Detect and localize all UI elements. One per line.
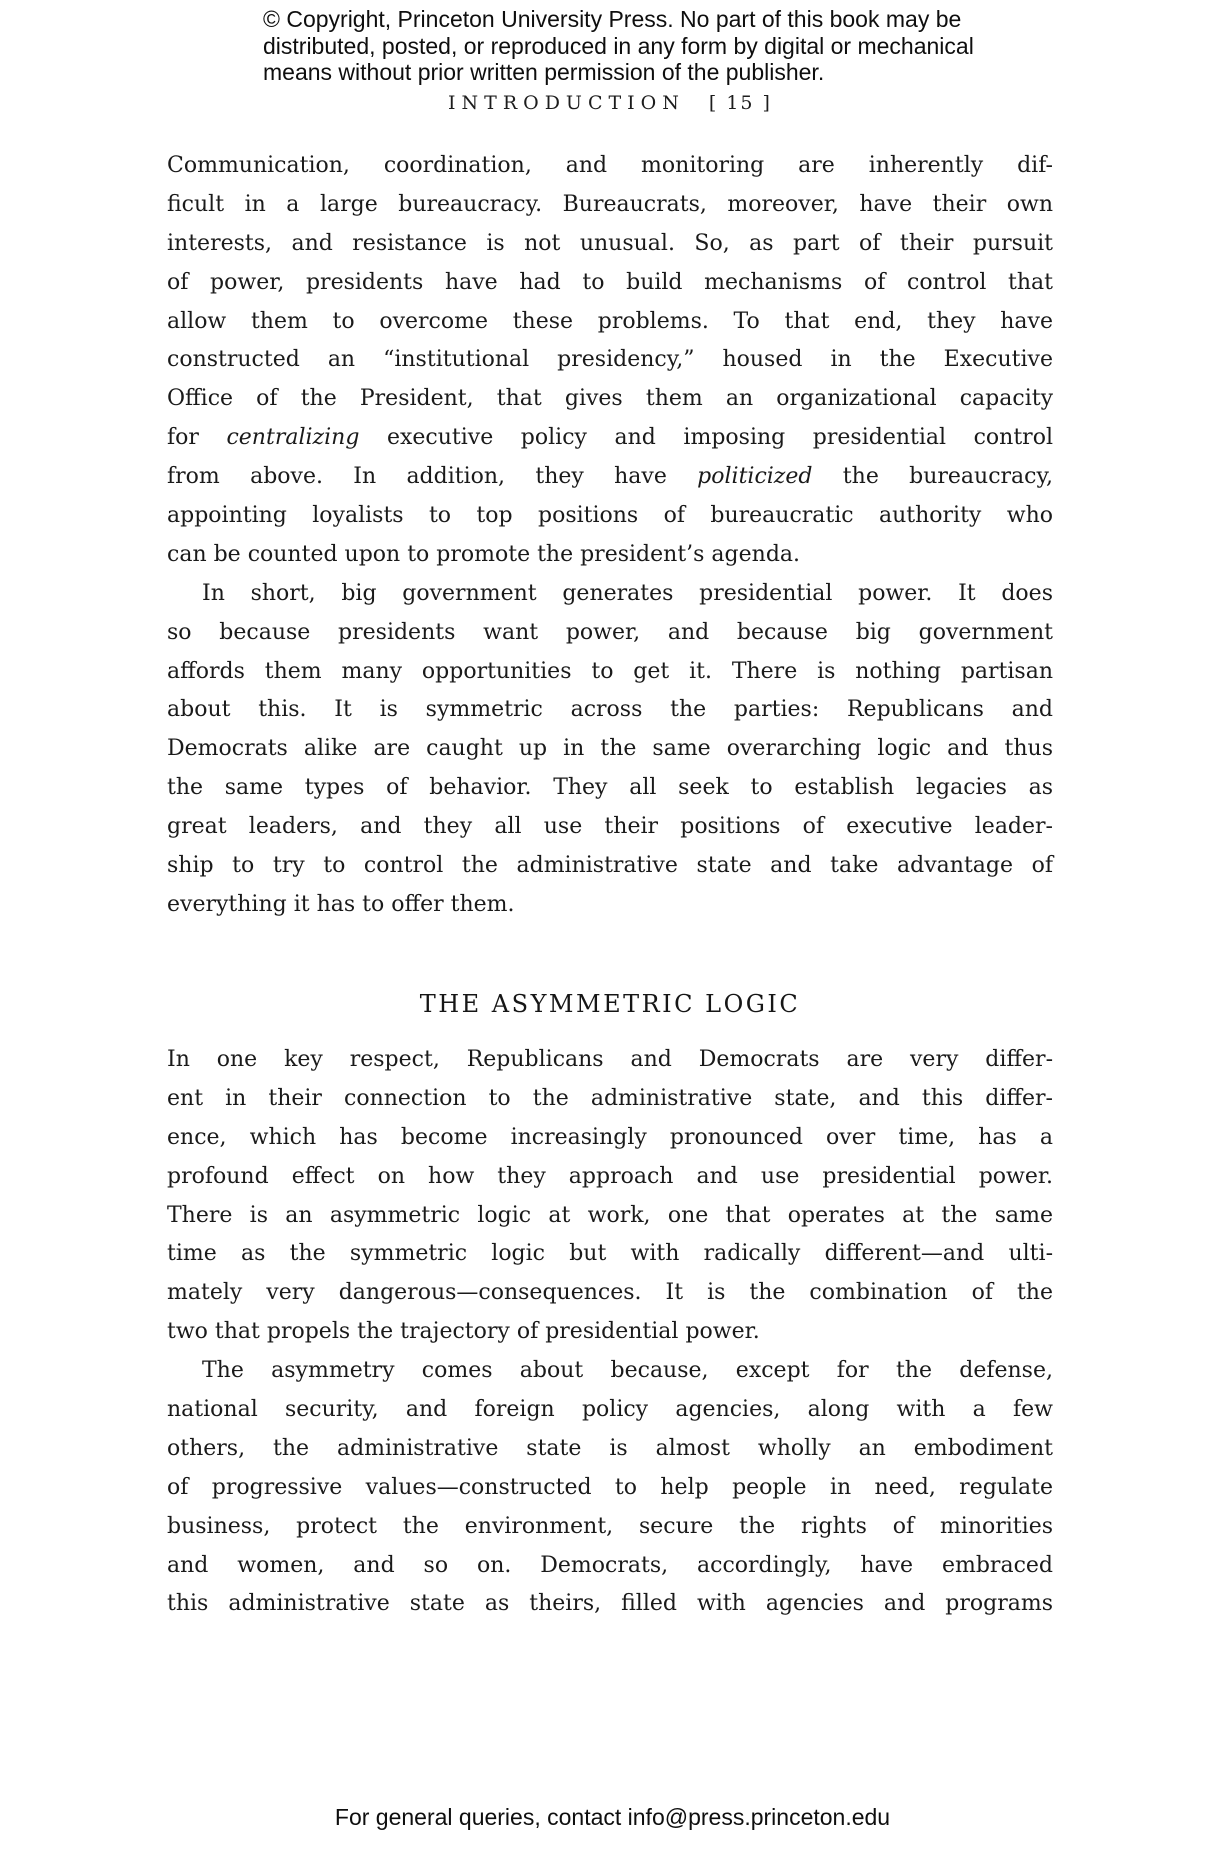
text-line: There is an asymmetric logic at work, one that operates at the same	[167, 1202, 1053, 1228]
page-number: [ 15 ]	[708, 92, 772, 114]
text-line: great leaders, and they all use their positions of executive leader-	[167, 814, 1053, 840]
copyright-line: means without prior written permission of the publisher.	[263, 59, 825, 85]
text-line: appointing loyalists to top positions of bureaucratic authority who	[167, 503, 1053, 529]
running-head-section: INTRODUCTION	[448, 92, 685, 114]
footer-queries-note: For general queries, contact info@press.princeton.edu	[334, 1804, 891, 1830]
text-line: can be counted upon to promote the president’s agenda.	[167, 541, 801, 567]
text-line: ship to try to control the administrative state and take advantage of	[167, 853, 1053, 879]
text-line: profound effect on how they approach and use presidential power.	[167, 1163, 1053, 1189]
text-line: time as the symmetric logic but with radically different—and ulti-	[167, 1241, 1053, 1267]
text-line: The asymmetry comes about because, except for the defense,	[202, 1358, 1053, 1384]
body-text-block	[167, 147, 1053, 925]
text-line: so because presidents want power, and because big government	[167, 619, 1053, 645]
text-line: Democrats alike are caught up in the same overarching logic and thus	[167, 736, 1053, 762]
text-line: this administrative state as theirs, filled with agencies and programs	[167, 1591, 1053, 1617]
section-heading: THE ASYMMETRIC LOGIC	[419, 990, 801, 1018]
text-line: Communication, coordination, and monitoring are inherently dif-	[167, 153, 1053, 178]
text-line: for centralizing executive policy and imposing presidential control	[167, 425, 1053, 451]
text-line: about this. It is symmetric across the parties: Republicans and	[167, 697, 1053, 723]
text-line: of progressive values—constructed to help people in need, regulate	[167, 1474, 1053, 1500]
text-line: everything it has to offer them.	[167, 891, 515, 917]
text-line: of power, presidents have had to build mechanisms of control that	[167, 269, 1053, 295]
text-line: ence, which has become increasingly pronounced over time, has a	[167, 1124, 1053, 1150]
copyright-line: © Copyright, Princeton University Press. No part of this book may be	[263, 6, 962, 32]
text-line: Office of the President, that gives them an organizational capacity	[167, 386, 1053, 412]
text-line: others, the administrative state is almost wholly an embodiment	[167, 1435, 1053, 1461]
text-line: the same types of behavior. They all seek to establish legacies as	[167, 775, 1053, 801]
text-line: two that propels the trajectory of presidential power.	[167, 1319, 760, 1345]
text-line: constructed an “institutional presidency,” housed in the Executive	[167, 347, 1053, 373]
text-line: allow them to overcome these problems. To that end, they have	[167, 308, 1053, 334]
copyright-notice	[263, 6, 974, 86]
text-line: interests, and resistance is not unusual. So, as part of their pursuit	[167, 230, 1053, 256]
text-line: mately very dangerous—consequences. It is the combination of the	[167, 1280, 1053, 1306]
text-line: In one key respect, Republicans and Democrats are very differ-	[167, 1047, 1053, 1072]
body-text-block	[167, 1041, 1053, 1624]
text-line: In short, big government generates presidential power. It does	[202, 580, 1053, 606]
text-line: from above. In addition, they have politicized the bureaucracy,	[167, 464, 1053, 490]
text-line: ent in their connection to the administrative state, and this differ-	[167, 1085, 1053, 1111]
text-line: and women, and so on. Democrats, accordingly, have embraced	[167, 1552, 1053, 1578]
text-line: affords them many opportunities to get it. There is nothing partisan	[167, 658, 1053, 684]
text-line: ficult in a large bureaucracy. Bureaucrats, moreover, have their own	[167, 191, 1053, 217]
text-line: national security, and foreign policy agencies, along with a few	[167, 1397, 1053, 1423]
running-head	[167, 92, 1053, 114]
copyright-line: distributed, posted, or reproduced in any form by digital or mechanical	[263, 32, 974, 59]
text-line: business, protect the environment, secure the rights of minorities	[167, 1513, 1053, 1539]
